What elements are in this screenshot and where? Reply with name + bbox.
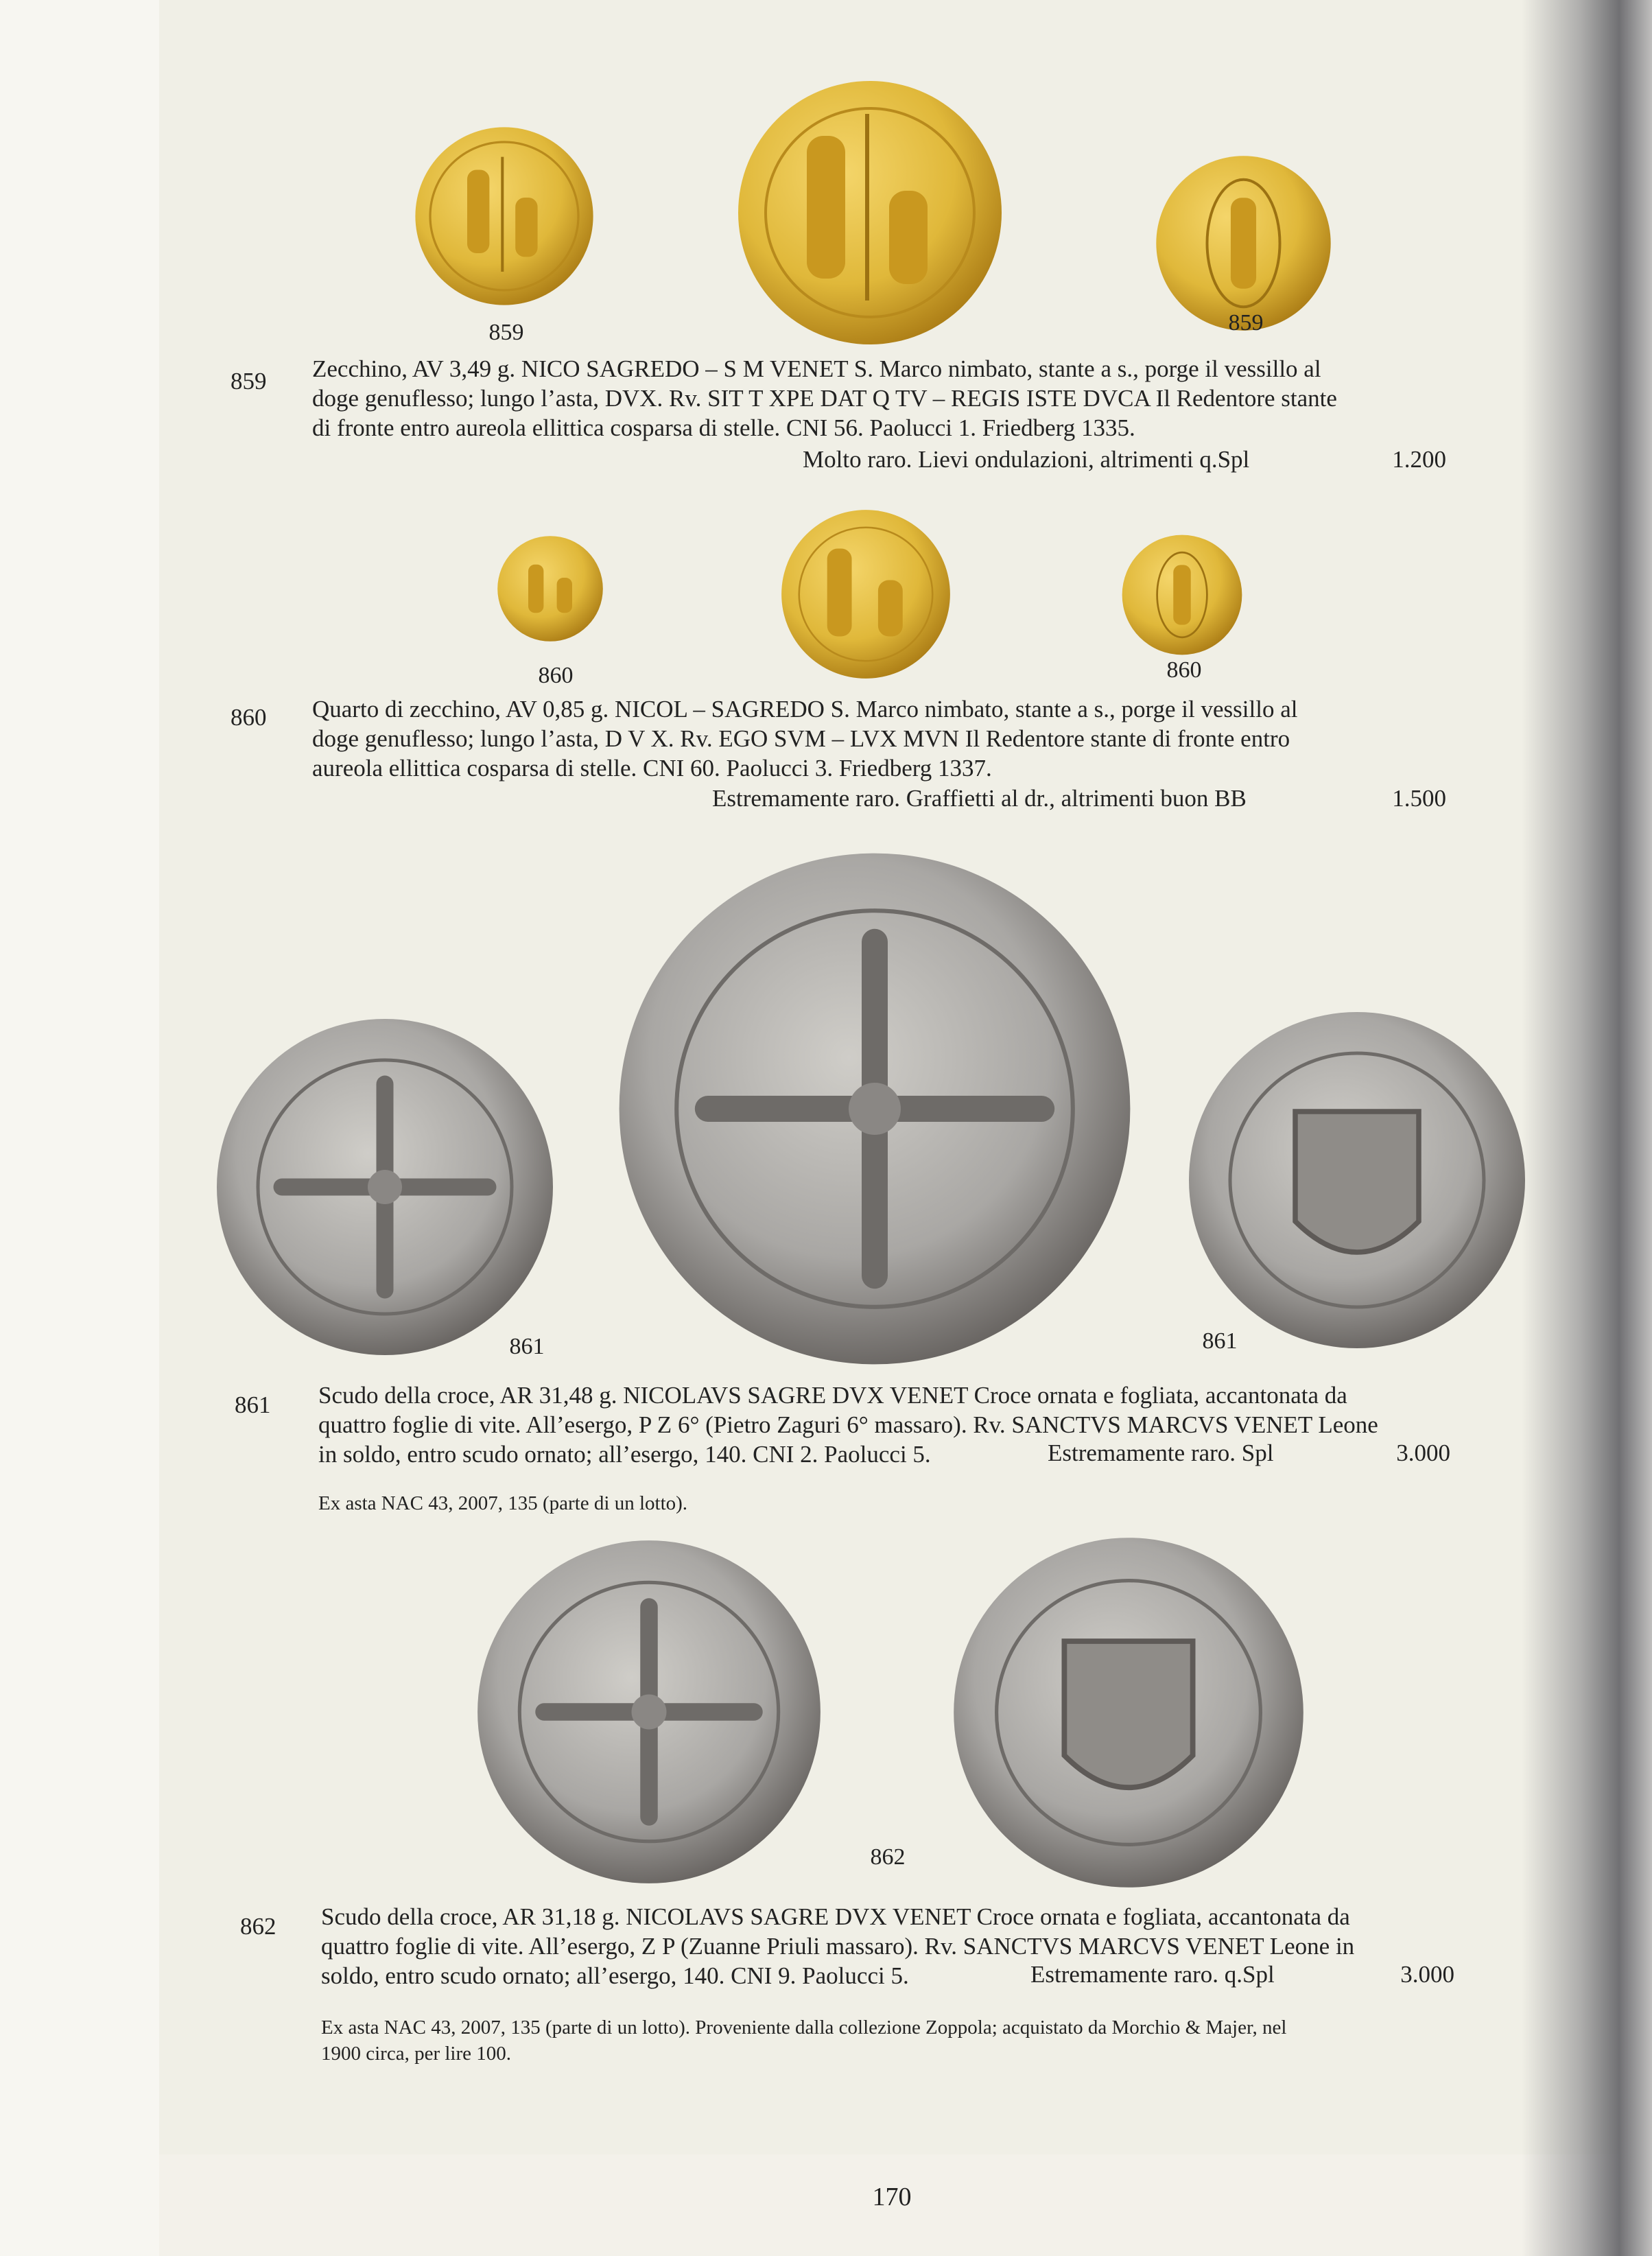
lot-note-861: Ex asta NAC 43, 2007, 135 (parte di un lotto). xyxy=(318,1492,688,1514)
lot-price-861: 3.000 xyxy=(1396,1440,1450,1466)
coin-label-862: 862 xyxy=(870,1844,906,1870)
lot-grade-861: Estremamente raro. Spl xyxy=(1048,1440,1274,1466)
coin-label-861-right: 861 xyxy=(1202,1328,1238,1354)
page-margin-left xyxy=(0,0,159,2256)
book-gutter-shadow xyxy=(1522,0,1652,2256)
coin-label-860-right: 860 xyxy=(1166,657,1202,683)
coin-860-obverse-large xyxy=(778,506,954,682)
lot-number-859: 859 xyxy=(231,368,267,395)
description-line: di fronte entro aureola ellittica cosparsa di stelle. CNI 56. Paolucci 1. Friedberg 1335. xyxy=(312,414,1135,441)
lot-note-862 xyxy=(321,2014,1460,2067)
note-line: 1900 circa, per lire 100. xyxy=(321,2043,512,2065)
lot-price-860: 1.500 xyxy=(1392,785,1446,812)
description-line: soldo, entro scudo ornato; all’esergo, 140. CNI 9. Paolucci 5. xyxy=(321,1962,909,1989)
coin-859-obverse-small xyxy=(412,124,597,309)
lot-number-862: 862 xyxy=(240,1913,276,1940)
description-line: Scudo della croce, AR 31,48 g. NICOLAVS SAGRE DVX VENET Croce ornata e fogliata, accantonata da xyxy=(318,1382,1347,1409)
description-line: aureola ellittica cosparsa di stelle. CNI 60. Paolucci 3. Friedberg 1337. xyxy=(312,755,992,782)
lot-grade-860: Estremamente raro. Graffietti al dr., altrimenti buon BB xyxy=(712,785,1247,812)
description-line: Zecchino, AV 3,49 g. NICO SAGREDO – S M VENET S. Marco nimbato, stante a s., porge il vessillo al xyxy=(312,355,1321,382)
coin-862-obverse xyxy=(471,1537,827,1887)
coin-860-reverse xyxy=(1120,532,1244,657)
description-line: doge genuflesso; lungo l’asta, DVX. Rv. SIT T XPE DAT Q TV – REGIS ISTE DVCA Il Redentore stante xyxy=(312,385,1337,412)
lot-description-860 xyxy=(312,694,1444,783)
lot-price-859: 1.200 xyxy=(1392,446,1446,473)
coin-label-861-left: 861 xyxy=(509,1334,545,1359)
lot-description-859 xyxy=(312,354,1444,443)
description-line: in soldo, entro scudo ornato; all’esergo, 140. CNI 2. Paolucci 5. xyxy=(318,1441,931,1468)
coin-861-obverse-small xyxy=(203,1015,567,1359)
coin-859-reverse xyxy=(1153,152,1334,334)
coin-label-859-left: 859 xyxy=(488,320,524,345)
page-number: 170 xyxy=(872,2183,912,2211)
coin-label-860-left: 860 xyxy=(538,663,574,688)
coin-859-obverse-large xyxy=(733,75,1007,350)
description-line: doge genuflesso; lungo l’asta, D V X. Rv. EGO SVM – LVX MVN Il Redentore stante di fronte entro xyxy=(312,725,1290,752)
lot-description-861 xyxy=(318,1380,1450,1469)
note-line: Ex asta NAC 43, 2007, 135 (parte di un lotto). Proveniente dalla collezione Zoppola; acquistato da Morchio & Majer, nel xyxy=(321,2017,1287,2038)
description-line: Scudo della croce, AR 31,18 g. NICOLAVS SAGRE DVX VENET Croce ornata e fogliata, accantonata da xyxy=(321,1903,1350,1930)
description-line: Quarto di zecchino, AV 0,85 g. NICOL – SAGREDO S. Marco nimbato, stante a s., porge il vessillo al xyxy=(312,696,1298,722)
description-line: quattro foglie di vite. All’esergo, Z P (Zuanne Priuli massaro). Rv. SANCTVS MARCVS VENET Leone in xyxy=(321,1933,1355,1960)
coin-862-reverse xyxy=(947,1534,1310,1891)
lot-number-860: 860 xyxy=(231,704,267,731)
lot-grade-862: Estremamente raro. q.Spl xyxy=(1030,1961,1275,1988)
coin-861-obverse-large xyxy=(604,848,1146,1370)
lot-number-861: 861 xyxy=(235,1391,271,1418)
lot-grade-859: Molto raro. Lievi ondulazioni, altrimenti q.Spl xyxy=(803,446,1250,473)
coin-label-859-right: 859 xyxy=(1228,310,1264,336)
lot-description-862 xyxy=(321,1902,1453,1990)
description-line: quattro foglie di vite. All’esergo, P Z 6° (Pietro Zaguri 6° massaro). Rv. SANCTVS MARCVS VENET Leone xyxy=(318,1411,1378,1438)
coin-861-reverse xyxy=(1179,1009,1535,1352)
coin-860-obverse-small xyxy=(495,534,605,644)
lot-price-862: 3.000 xyxy=(1400,1961,1454,1988)
